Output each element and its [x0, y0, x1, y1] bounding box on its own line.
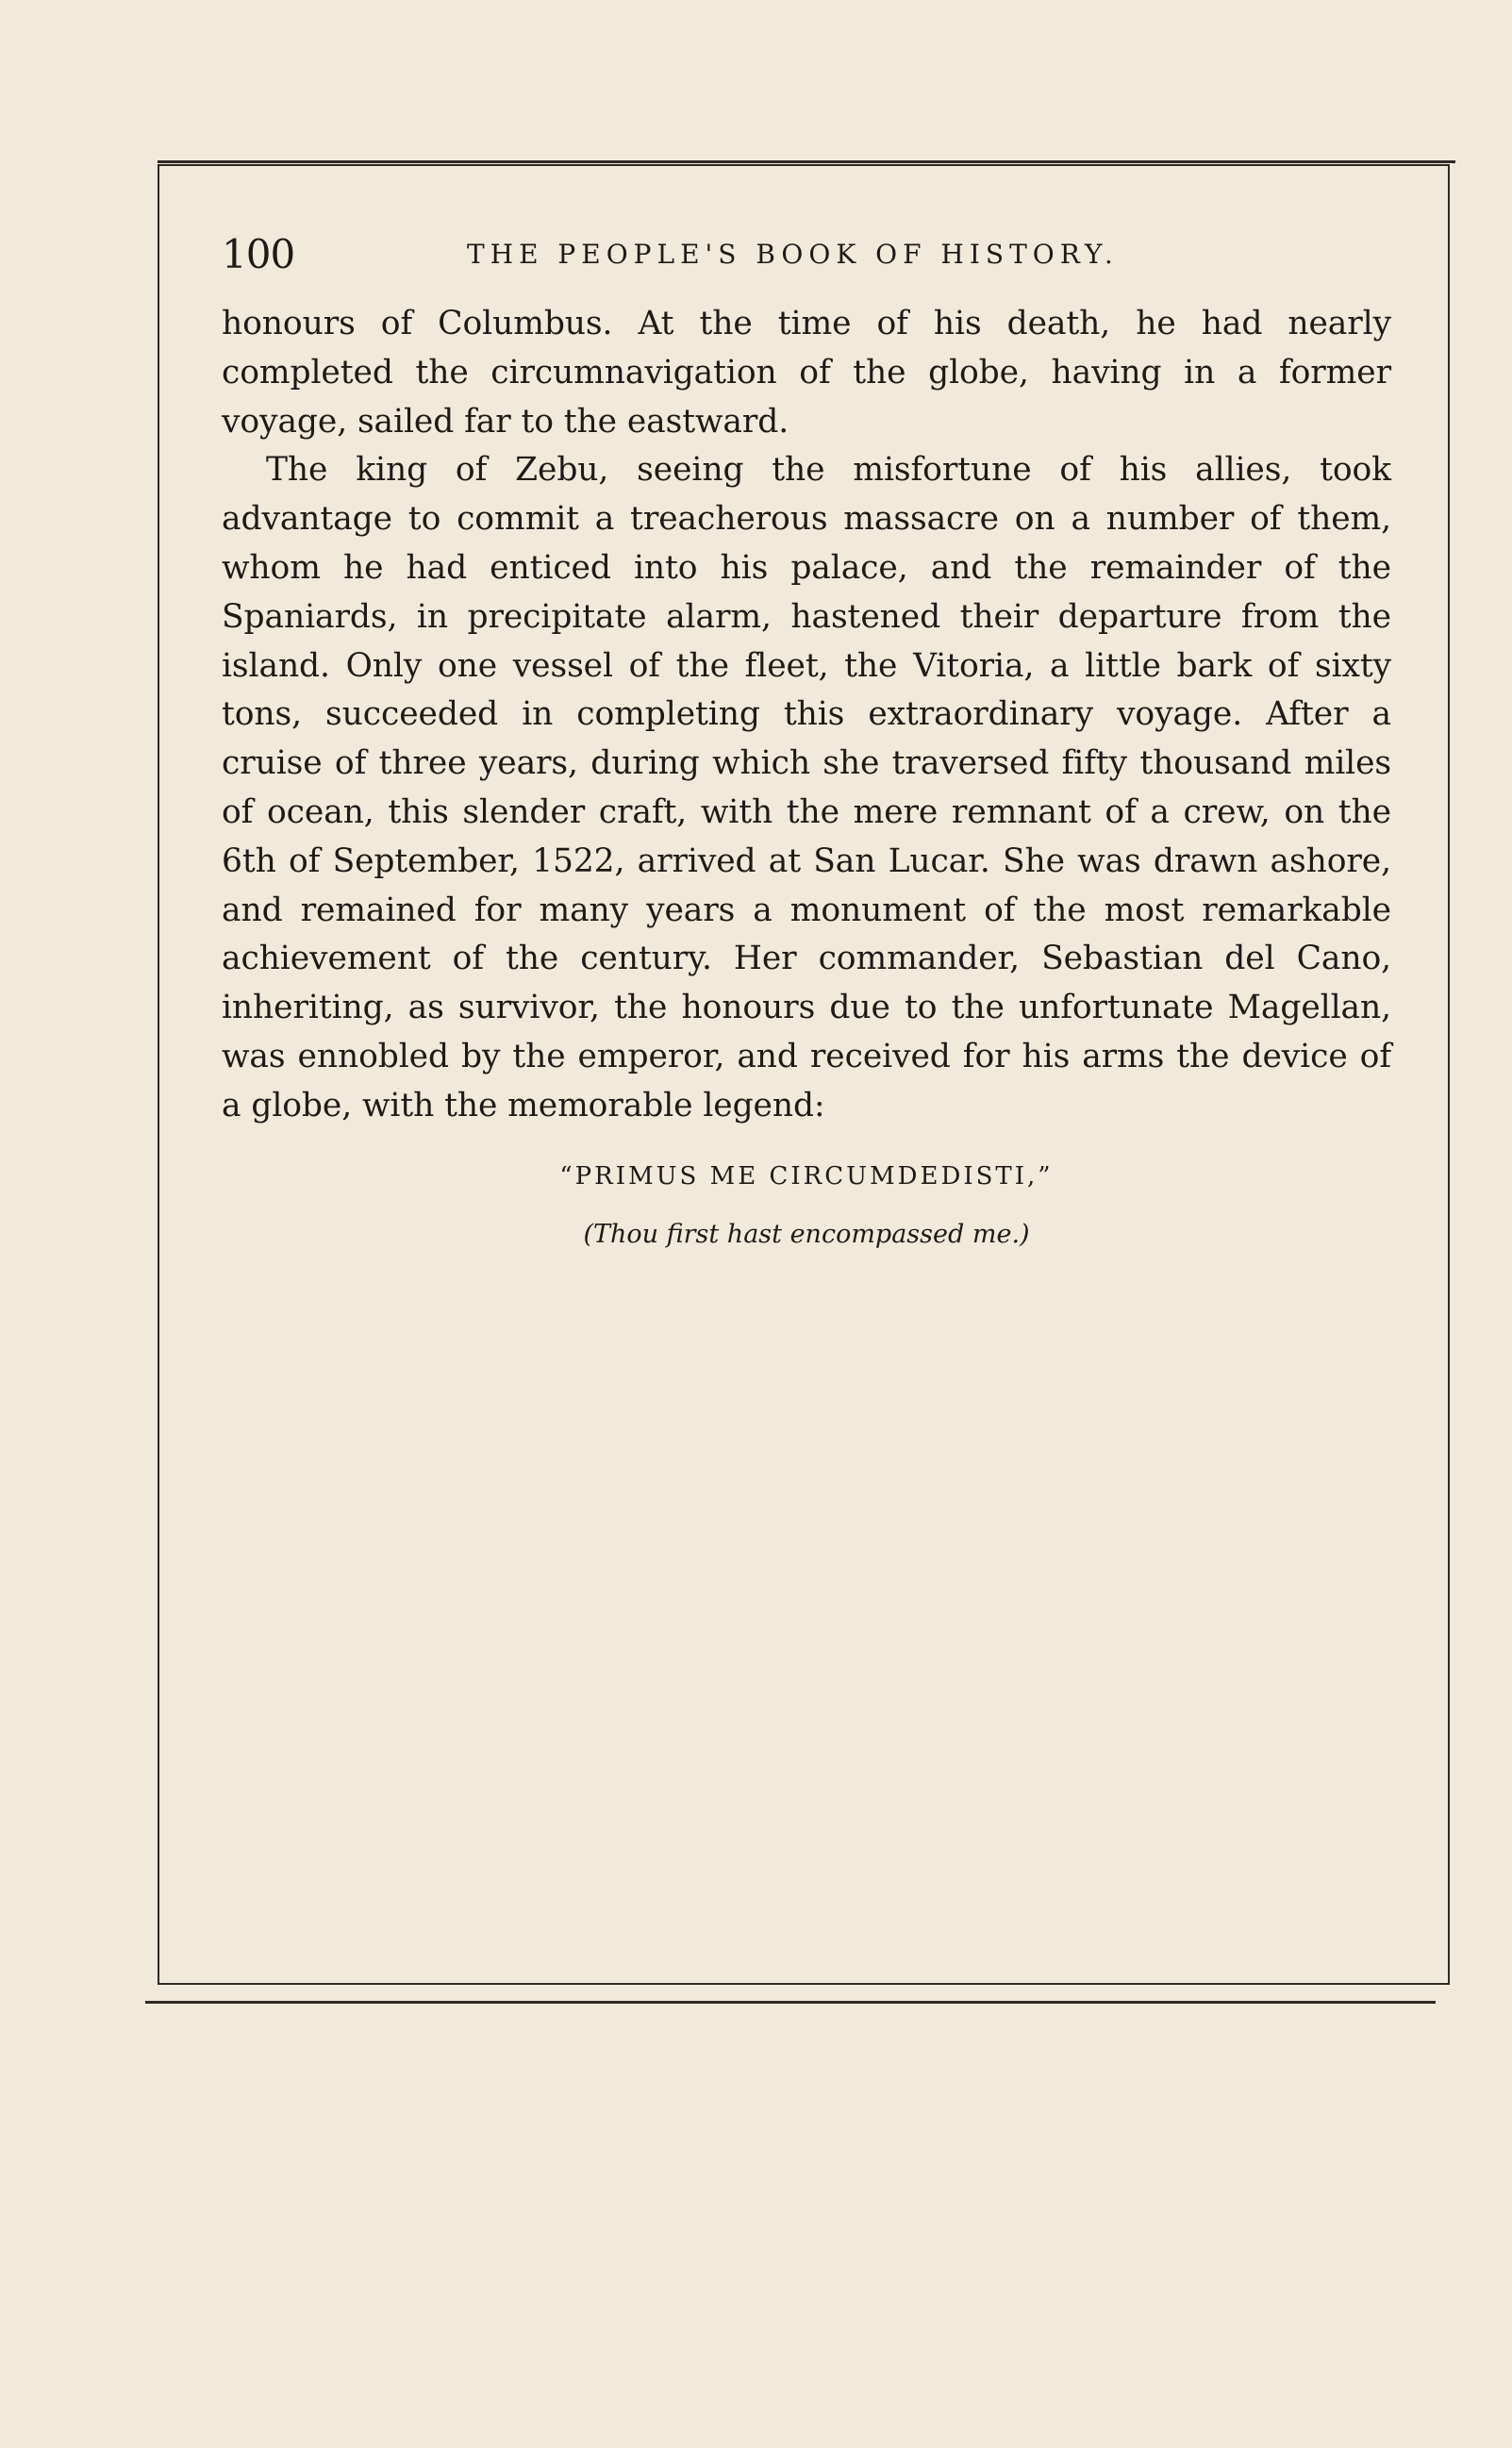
latin-legend: “PRIMUS ME CIRCUMDEDISTI,”	[559, 1161, 1054, 1191]
frame-top-rule	[158, 160, 1455, 163]
frame-bottom-rule	[145, 2001, 1436, 2004]
running-head	[222, 225, 1391, 283]
book-page	[222, 225, 1391, 1254]
paragraph-2: The king of Zebu, seeing the misfortune of his allies, took advantage to commit a treacherous massacre on a number of them, whom he had enticed into his palace, and the remainder of the Spaniards, in precipitate alarm, hastened their departure from the island. Only one vessel of the fleet, the Vitoria, a little bark of sixty tons, succeeded in completing this extraordinary voyage. After a cruise of three years, during which she traversed fifty thousand miles of ocean, this slender craft, with the mere remnant of a crew, on the 6th of September, 1522, arrived at San Lucar. She was drawn ashore, and remained for many years a monument of the most remarkable achievement of the century. Her commander, Sebastian del Cano, inheriting, as survivor, the honours due to the unfortunate Magellan, was ennobled by the emperor, and received for his arms the device of a globe, with the memorable legend:	[222, 451, 1391, 1124]
paragraph-1: honours of Columbus. At the time of his death, he had nearly completed the circumnavigation of the globe, having in a former voyage, sailed far to the eastward.	[222, 305, 1391, 441]
legend-translation: (Thou first hast encompassed me.)	[583, 1219, 1030, 1249]
page-number: 100	[222, 230, 295, 277]
running-title: THE PEOPLE'S BOOK OF HISTORY.	[467, 238, 1119, 270]
